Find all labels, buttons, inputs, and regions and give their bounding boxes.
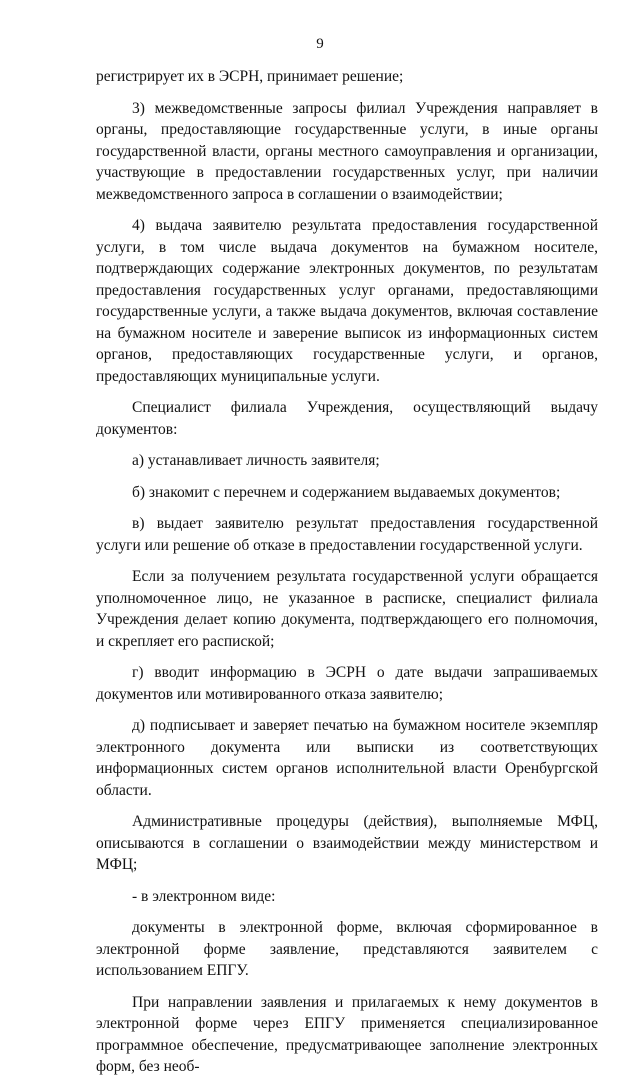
paragraph-13: документы в электронной форме, включая сформированное в электронной форме заявление, представляются заявителем с использованием ЕПГУ. [96,919,598,979]
paragraph-1: регистрирует их в ЭСРН, принимает решение; [96,68,404,85]
paragraph-10: д) подписывает и заверяет печатью на бумажном носителе экземпляр электронного документа или выписки из соответствующих информационных систем органов исполнительной власти Оренбургской области. [96,717,598,799]
paragraph-9: г) вводит информацию в ЭСРН о дате выдачи запрашиваемых документов или мотивированного отказа заявителю; [96,664,598,703]
paragraph-12: - в электронном виде: [132,887,276,905]
paragraph-7: в) выдает заявителю результат предоставления государственной услуги или решение об отказе в предоставлении государственной услуги. [96,515,598,554]
paragraph-11: Административные процедуры (действия), выполняемые МФЦ, описываются в соглашении о взаимодействии между министерством и МФЦ; [96,813,598,873]
paragraph-3: 4) выдача заявителю результата предоставления государственной услуги, в том числе выдача документов на бумажном носителе, подтверждающих содержание электронных документов, по результатам предоставления государственных услуг органами, предоставляющими государственные услуги, а также выдача документов, включая составление на бумажном носителе и заверение выписок из информационных систем органов, предоставляющих государственные услуги, и органов, предоставляющих муниципальные услуги. [96,217,598,385]
paragraph-6: б) знакомит с перечнем и содержанием выдаваемых документов; [132,483,561,501]
paragraph-5: а) устанавливает личность заявителя; [132,452,380,469]
page-number: 9 [316,36,324,52]
paragraph-2: 3) межведомственные запросы филиал Учреждения направляет в органы, предоставляющие государственные услуги, в иные органы государственной власти, органы местного самоуправления и организации, участвующие в предоставлении государственных услуг, при наличии межведомственного запроса в соглашении о взаимодействии; [96,99,598,203]
paragraph-14: При направлении заявления и прилагаемых к нему документов в электронной форме через ЕПГУ применяется специализированное программное обеспечение, предусматривающее заполнение электронных форм, без необ- [96,993,598,1075]
paragraph-8: Если за получением результата государственной услуги обращается уполномоченное лицо, не указанное в расписке, специалист филиала Учреждения делает копию документа, подтверждающего его полномочия, и скрепляет его распиской; [96,568,598,650]
document-body [96,66,598,1078]
paragraph-4: Специалист филиала Учреждения, осуществляющий выдачу документов: [96,399,598,438]
